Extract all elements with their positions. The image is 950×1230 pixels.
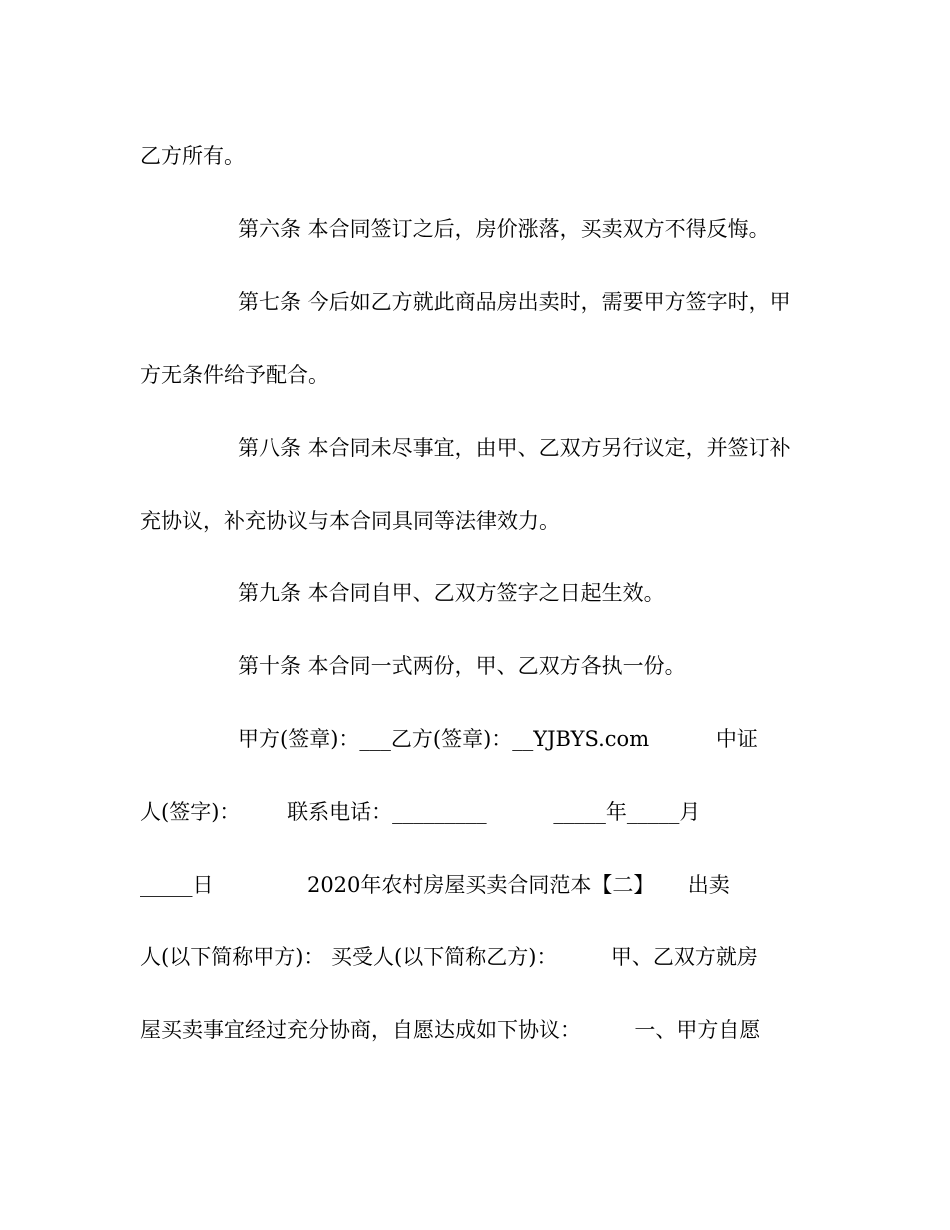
text-line-9: 甲方(签章)：___乙方(签章)：__YJBYS.com 中证 bbox=[238, 727, 758, 751]
text-line-8: 第十条 本合同一式两份，甲、乙双方各执一份。 bbox=[238, 654, 686, 678]
text-line-11: _____日 2020年农村房屋买卖合同范本【二】 出卖 bbox=[140, 873, 730, 897]
text-line-2: 第六条 本合同签订之后，房价涨落，买卖双方不得反悔。 bbox=[238, 217, 770, 241]
text-line-12: 人(以下简称甲方)： 买受人(以下简称乙方)： 甲、乙双方就房 bbox=[140, 945, 758, 969]
text-line-3: 第七条 今后如乙方就此商品房出卖时，需要甲方签字时，甲 bbox=[238, 290, 791, 314]
text-line-5: 第八条 本合同未尽事宜，由甲、乙双方另行议定，并签订补 bbox=[238, 436, 791, 460]
text-line-7: 第九条 本合同自甲、乙双方签字之日起生效。 bbox=[238, 581, 665, 605]
text-line-6: 充协议，补充协议与本合同具同等法律效力。 bbox=[140, 509, 560, 533]
text-line-4: 方无条件给予配合。 bbox=[140, 363, 329, 387]
text-line-10: 人(签字)： 联系电话：_________ _____年_____月 bbox=[140, 800, 701, 824]
text-line-1: 乙方所有。 bbox=[140, 144, 245, 168]
text-line-13: 屋买卖事宜经过充分协商，自愿达成如下协议： 一、甲方自愿 bbox=[140, 1018, 761, 1042]
